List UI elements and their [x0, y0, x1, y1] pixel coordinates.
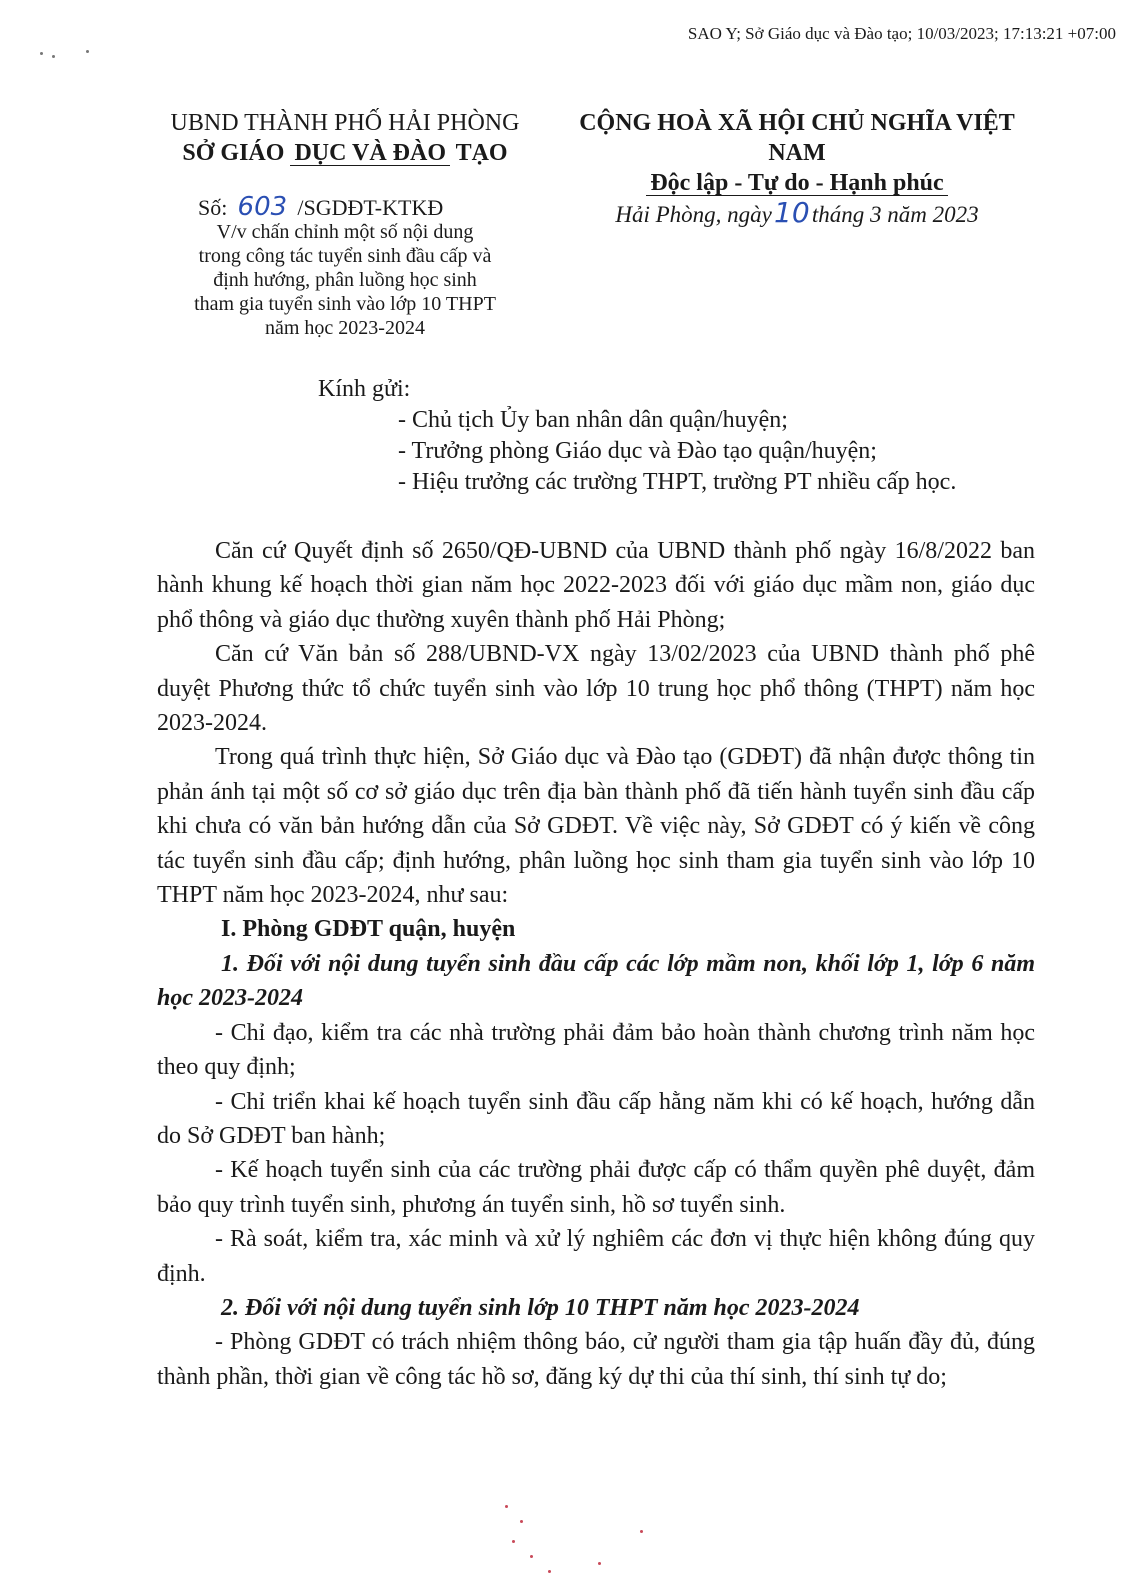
- recipient-item: - Hiệu trưởng các trường THPT, trường PT nhiều cấp học.: [398, 469, 957, 495]
- scan-speck: [640, 1530, 643, 1533]
- national-motto: Độc lập - Tự do - Hạnh phúc: [548, 168, 1046, 198]
- digital-copy-stamp: SAO Y; Sở Giáo dục và Đào tạo; 10/03/2023; 17:13:21 +07:00: [687, 24, 1116, 43]
- national-title: CỘNG HOÀ XÃ HỘI CHỦ NGHĨA VIỆT NAM: [579, 110, 1015, 166]
- date-suffix: tháng 3 năm 2023: [811, 202, 979, 227]
- document-subject: [160, 220, 530, 340]
- national-header: [548, 108, 1046, 198]
- recipients-block: [318, 374, 956, 498]
- subsection-heading: 1. Đối với nội dung tuyển sinh đầu cấp các lớp mầm non, khối lớp 1, lớp 6 năm học 2023-2024: [157, 950, 1035, 1012]
- section-heading: I. Phòng GDĐT quận, huyện: [221, 916, 516, 943]
- scan-speck: [512, 1540, 515, 1543]
- issuer-header: [150, 108, 540, 168]
- scan-speck: [530, 1555, 533, 1558]
- issuer-org: UBND THÀNH PHỐ HẢI PHÒNG: [170, 110, 520, 136]
- body-paragraph: Căn cứ Văn bản số 288/UBND-VX ngày 13/02/2023 của UBND thành phố phê duyệt Phương thức tổ chức tuyển sinh vào lớp 10 trung học phổ thông (THPT) năm học 2023-2024.: [157, 641, 1035, 737]
- scan-speck: [505, 1505, 508, 1508]
- subject-line: định hướng, phân luồng học sinh: [213, 269, 477, 291]
- document-number: [198, 192, 443, 222]
- dept-underlined: DỤC VÀ ĐÀO: [290, 141, 450, 166]
- scan-speck: [520, 1520, 523, 1523]
- date-prefix: Hải Phòng, ngày: [615, 202, 772, 227]
- scan-speck: [86, 50, 89, 53]
- body-paragraph: - Rà soát, kiểm tra, xác minh và xử lý nghiêm các đơn vị thực hiện không đúng quy định.: [157, 1226, 1035, 1287]
- dept-prefix: SỞ GIÁO: [182, 140, 291, 166]
- body-paragraph: - Kế hoạch tuyển sinh của các trường phải được cấp có thẩm quyền phê duyệt, đảm bảo quy trình tuyển sinh, phương án tuyển sinh, hồ sơ tuyển sinh.: [157, 1157, 1035, 1218]
- scan-speck: [52, 55, 55, 58]
- subject-line: năm học 2023-2024: [265, 317, 425, 339]
- body-paragraph: Trong quá trình thực hiện, Sở Giáo dục và Đào tạo (GDĐT) đã nhận được thông tin phản ánh tại một số cơ sở giáo dục trên địa bàn thành phố đã tiến hành tuyển sinh đầu cấp khi chưa có văn bản hướng dẫn của Sở GDĐT. Về việc này, Sở GDĐT có ý kiến về công tác tuyển sinh đầu cấp; định hướng, phân luồng học sinh tham gia tuyển sinh vào lớp 10 THPT năm học 2023-2024, như sau:: [157, 744, 1035, 909]
- recipients-label: Kính gửi:: [318, 376, 411, 402]
- doc-number-suffix: /SGDĐT-KTKĐ: [297, 195, 444, 220]
- subject-line: tham gia tuyển sinh vào lớp 10 THPT: [194, 293, 496, 315]
- recipient-item: - Chủ tịch Ủy ban nhân dân quận/huyện;: [398, 407, 788, 433]
- document-body: [157, 534, 1035, 1394]
- doc-number-handwritten: 603: [237, 192, 288, 222]
- scan-speck: [548, 1570, 551, 1573]
- body-paragraph: - Phòng GDĐT có trách nhiệm thông báo, cử người tham gia tập huấn đầy đủ, đúng thành phần, thời gian về công tác hồ sơ, đăng ký dự thi của thí sinh, thí sinh tự do;: [157, 1329, 1035, 1390]
- doc-number-label: Số:: [198, 195, 228, 220]
- subject-line: V/v chấn chỉnh một số nội dung: [216, 221, 474, 243]
- document-date: [548, 196, 1046, 229]
- body-paragraph: Căn cứ Quyết định số 2650/QĐ-UBND của UBND thành phố ngày 16/8/2022 ban hành khung kế hoạch thời gian năm học 2022-2023 đối với giáo dục mầm non, giáo dục phổ thông và giáo dục thường xuyên thành phố Hải Phòng;: [157, 538, 1035, 633]
- scan-speck: [40, 52, 43, 55]
- dept-suffix: TẠO: [450, 140, 508, 166]
- body-paragraph: - Chỉ đạo, kiểm tra các nhà trường phải đảm bảo hoàn thành chương trình năm học theo quy định;: [157, 1019, 1035, 1081]
- subsection-heading: 2. Đối với nội dung tuyển sinh lớp 10 THPT năm học 2023-2024: [221, 1294, 860, 1321]
- subject-line: trong công tác tuyển sinh đầu cấp và: [198, 245, 492, 267]
- issuer-department: [150, 138, 540, 168]
- body-paragraph: - Chỉ triển khai kế hoạch tuyển sinh đầu cấp hằng năm khi có kế hoạch, hướng dẫn do Sở GDĐT ban hành;: [157, 1088, 1035, 1149]
- scan-speck: [598, 1562, 601, 1565]
- date-day-handwritten: 10: [774, 196, 810, 229]
- recipient-item: - Trưởng phòng Giáo dục và Đào tạo quận/huyện;: [398, 438, 877, 464]
